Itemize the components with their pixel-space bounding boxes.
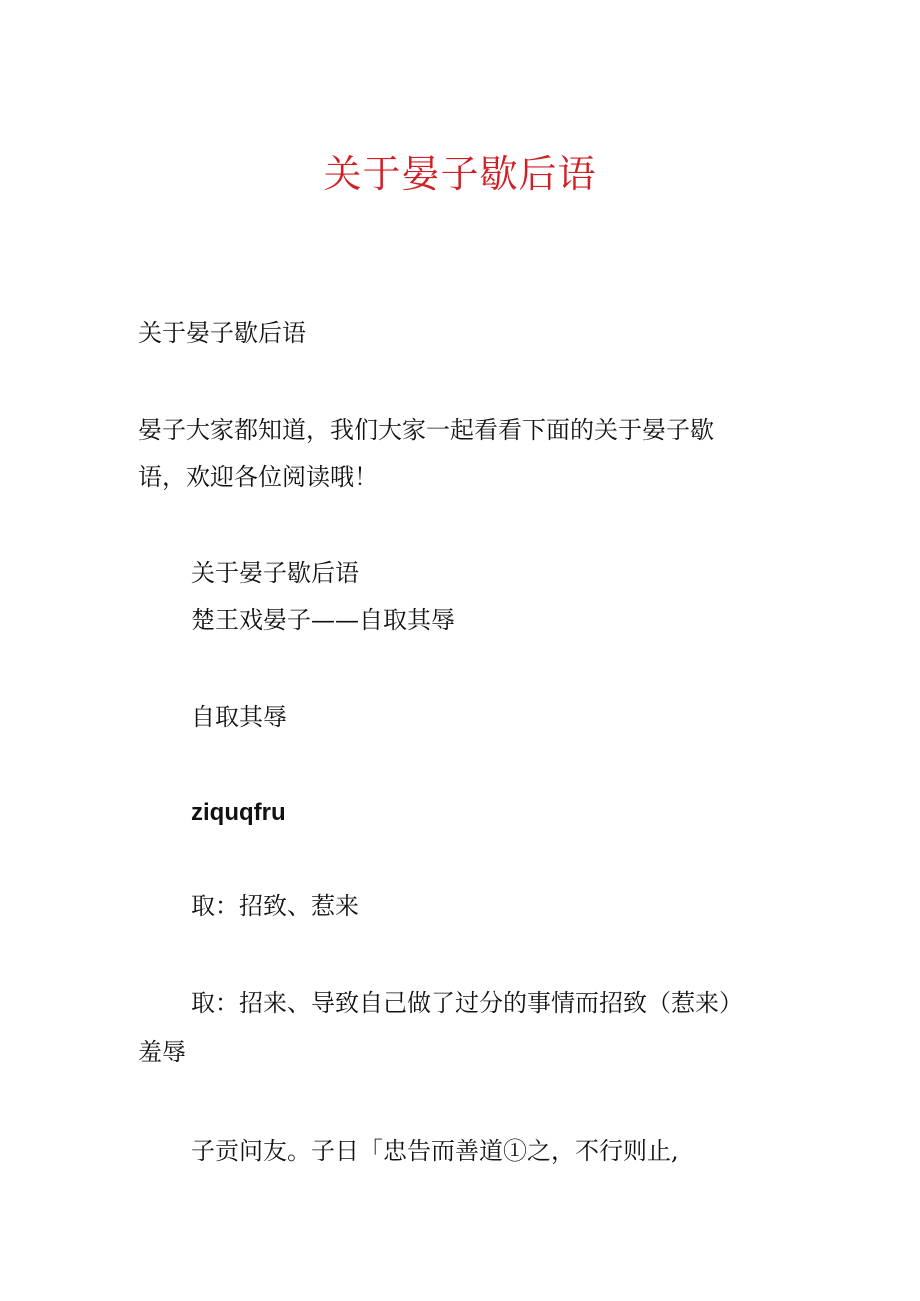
intro-line-2: 语，欢迎各位阅读哦！ [138, 463, 378, 491]
pinyin: ziquqfru [191, 799, 286, 826]
intro-line-1: 晏子大家都知道，我们大家一起看看下面的关于晏子歇 [138, 416, 714, 444]
saying: 楚王戏晏子——自取其辱 [191, 606, 455, 634]
quote-line: 子贡问友。子日「忠告而善道①之，不行则止, [191, 1137, 679, 1165]
definition-1: 取：招致、惹来 [191, 892, 359, 920]
subheading: 关于晏子歇后语 [191, 559, 359, 587]
definition-2-line-1: 取：招来、导致自己做了过分的事情而招致（惹来） [191, 989, 743, 1017]
phrase: 自取其辱 [191, 703, 287, 731]
definition-2-line-2: 羞辱 [138, 1038, 186, 1066]
document-title: 关于晏子歇后语 [323, 152, 597, 196]
heading: 关于晏子歇后语 [138, 319, 306, 347]
